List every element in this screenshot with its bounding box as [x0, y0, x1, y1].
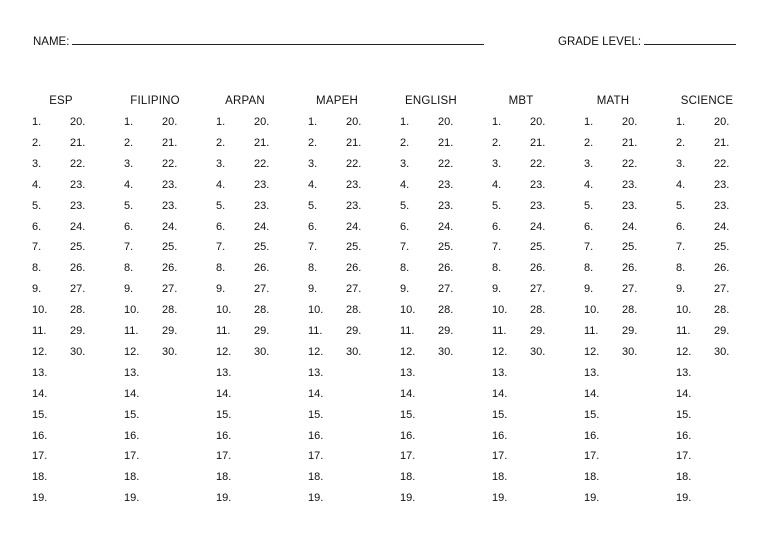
item-number: 6.: [124, 220, 134, 233]
item-number: 8.: [492, 262, 502, 275]
item-number: 12.: [216, 345, 232, 358]
subject-column: [400, 95, 492, 515]
item-number: 10.: [216, 304, 232, 317]
subject-title: ESP: [49, 95, 73, 107]
item-number: 7.: [124, 241, 134, 254]
item-number: 16.: [32, 429, 48, 442]
item-number: 20.: [622, 116, 638, 128]
item-number: 17.: [492, 450, 508, 463]
subject-column: [308, 95, 400, 515]
item-number: 18.: [124, 471, 140, 484]
item-number: 6.: [676, 220, 686, 233]
item-number: 15.: [308, 408, 324, 421]
item-number: 8.: [216, 262, 226, 275]
item-number: 4.: [584, 178, 594, 191]
item-number: 26.: [70, 262, 86, 275]
item-number: 6.: [584, 220, 594, 233]
item-number: 10.: [492, 304, 508, 317]
item-number: 11.: [32, 325, 47, 337]
item-number: 28.: [622, 304, 638, 317]
item-number: 30.: [346, 345, 362, 358]
item-number: 16.: [584, 429, 600, 442]
item-number: 4.: [308, 178, 318, 191]
item-number: 14.: [400, 387, 416, 400]
item-number: 27.: [346, 283, 362, 296]
item-number: 8.: [584, 262, 594, 275]
item-number: 8.: [676, 262, 686, 275]
item-number: 22.: [70, 157, 86, 170]
item-number: 19.: [124, 492, 140, 505]
item-number: 28.: [438, 304, 454, 317]
item-number: 21.: [714, 136, 730, 149]
item-number: 9.: [308, 283, 318, 296]
subject-title: MBT: [508, 95, 534, 107]
item-number: 8.: [124, 262, 134, 275]
item-number: 17.: [124, 450, 140, 463]
item-number: 28.: [346, 304, 362, 317]
item-number: 9.: [124, 283, 134, 296]
item-number: 29.: [254, 325, 270, 337]
item-number: 23.: [162, 178, 178, 191]
item-number: 14.: [308, 387, 324, 400]
item-number: 20.: [346, 116, 362, 128]
item-number: 27.: [622, 283, 638, 296]
item-number: 17.: [308, 450, 324, 463]
item-number: 17.: [32, 450, 48, 463]
item-number: 9.: [32, 283, 42, 296]
item-number: 25.: [70, 241, 86, 254]
item-number: 26.: [714, 262, 730, 275]
item-number: 22.: [162, 157, 178, 170]
item-number: 15.: [676, 408, 692, 421]
item-number: 21.: [254, 136, 270, 149]
item-number: 4.: [124, 178, 134, 191]
item-number: 25.: [714, 241, 730, 254]
item-number: 3.: [400, 157, 410, 170]
item-number: 21.: [346, 136, 362, 149]
item-number: 13.: [676, 366, 692, 379]
item-number: 24.: [70, 220, 86, 233]
item-number: 23.: [714, 199, 730, 212]
item-number: 14.: [676, 387, 692, 400]
item-number: 23.: [438, 199, 454, 212]
grade-level-field: [558, 32, 736, 48]
item-number: 5.: [400, 199, 410, 212]
item-number: 13.: [216, 366, 232, 379]
subject-title: SCIENCE: [680, 95, 734, 107]
item-number: 16.: [308, 429, 324, 442]
item-number: 22.: [346, 157, 362, 170]
subject-columns: [0, 95, 768, 515]
item-number: 19.: [32, 492, 48, 505]
item-number: 26.: [438, 262, 454, 275]
item-number: 7.: [492, 241, 502, 254]
item-number: 14.: [124, 387, 140, 400]
item-number: 10.: [32, 304, 48, 317]
item-number: 14.: [216, 387, 232, 400]
item-number: 11.: [308, 325, 323, 337]
item-number: 23.: [714, 178, 730, 191]
item-number: 16.: [676, 429, 692, 442]
item-number: 14.: [492, 387, 508, 400]
item-number: 12.: [676, 345, 692, 358]
item-number: 2.: [216, 136, 226, 149]
item-number: 13.: [400, 366, 416, 379]
item-number: 9.: [492, 283, 502, 296]
subject-column: [676, 95, 768, 515]
item-number: 27.: [70, 283, 86, 296]
item-number: 19.: [584, 492, 600, 505]
item-number: 12.: [400, 345, 416, 358]
item-number: 10.: [584, 304, 600, 317]
item-number: 10.: [400, 304, 416, 317]
item-number: 11.: [216, 325, 231, 337]
item-number: 6.: [308, 220, 318, 233]
item-number: 13.: [124, 366, 140, 379]
item-number: 13.: [308, 366, 324, 379]
name-label: NAME:: [33, 36, 70, 48]
subject-column: [584, 95, 676, 515]
item-number: 24.: [346, 220, 362, 233]
item-number: 16.: [216, 429, 232, 442]
item-number: 27.: [162, 283, 178, 296]
item-number: 20.: [162, 116, 178, 128]
item-number: 23.: [622, 178, 638, 191]
item-number: 4.: [492, 178, 502, 191]
item-number: 11.: [492, 325, 507, 337]
item-number: 2.: [124, 136, 134, 149]
item-number: 22.: [622, 157, 638, 170]
item-number: 12.: [32, 345, 48, 358]
item-number: 1.: [308, 116, 318, 128]
item-number: 26.: [346, 262, 362, 275]
item-number: 3.: [124, 157, 134, 170]
item-number: 2.: [32, 136, 42, 149]
item-number: 8.: [308, 262, 318, 275]
item-number: 21.: [530, 136, 546, 149]
item-number: 20.: [714, 116, 730, 128]
item-number: 27.: [714, 283, 730, 296]
item-number: 23.: [530, 178, 546, 191]
item-number: 2.: [308, 136, 318, 149]
item-number: 29.: [346, 325, 362, 337]
item-number: 24.: [254, 220, 270, 233]
item-number: 5.: [32, 199, 42, 212]
item-number: 23.: [346, 199, 362, 212]
item-number: 10.: [308, 304, 324, 317]
subject-column: [32, 95, 124, 515]
item-number: 27.: [438, 283, 454, 296]
item-number: 21.: [162, 136, 178, 149]
item-number: 27.: [254, 283, 270, 296]
item-number: 28.: [714, 304, 730, 317]
item-number: 5.: [584, 199, 594, 212]
item-number: 23.: [346, 178, 362, 191]
item-number: 8.: [400, 262, 410, 275]
item-number: 3.: [308, 157, 318, 170]
item-number: 20.: [254, 116, 270, 128]
item-number: 1.: [400, 116, 410, 128]
subject-title: MATH: [596, 95, 630, 107]
item-number: 19.: [216, 492, 232, 505]
item-number: 25.: [162, 241, 178, 254]
item-number: 1.: [32, 116, 42, 128]
item-number: 11.: [584, 325, 599, 337]
item-number: 26.: [530, 262, 546, 275]
item-number: 20.: [530, 116, 546, 128]
item-number: 6.: [492, 220, 502, 233]
item-number: 9.: [584, 283, 594, 296]
item-number: 24.: [622, 220, 638, 233]
item-number: 7.: [216, 241, 226, 254]
item-number: 7.: [32, 241, 42, 254]
item-number: 29.: [162, 325, 178, 337]
item-number: 3.: [584, 157, 594, 170]
item-number: 25.: [346, 241, 362, 254]
item-number: 6.: [216, 220, 226, 233]
item-number: 4.: [676, 178, 686, 191]
item-number: 5.: [308, 199, 318, 212]
item-number: 3.: [32, 157, 42, 170]
item-number: 14.: [584, 387, 600, 400]
item-number: 24.: [162, 220, 178, 233]
item-number: 17.: [584, 450, 600, 463]
item-number: 30.: [162, 345, 178, 358]
item-number: 23.: [530, 199, 546, 212]
item-number: 25.: [254, 241, 270, 254]
item-number: 2.: [584, 136, 594, 149]
item-number: 18.: [32, 471, 48, 484]
item-number: 12.: [492, 345, 508, 358]
item-number: 16.: [492, 429, 508, 442]
item-number: 9.: [400, 283, 410, 296]
grade-level-blank-line[interactable]: [644, 32, 736, 45]
item-number: 23.: [254, 199, 270, 212]
item-number: 19.: [676, 492, 692, 505]
item-number: 5.: [676, 199, 686, 212]
item-number: 4.: [216, 178, 226, 191]
item-number: 6.: [32, 220, 42, 233]
item-number: 1.: [492, 116, 502, 128]
item-number: 19.: [492, 492, 508, 505]
item-number: 8.: [32, 262, 42, 275]
item-number: 29.: [622, 325, 638, 337]
item-number: 7.: [400, 241, 410, 254]
item-number: 23.: [70, 178, 86, 191]
item-number: 24.: [714, 220, 730, 233]
item-number: 17.: [676, 450, 692, 463]
item-number: 18.: [216, 471, 232, 484]
item-number: 7.: [584, 241, 594, 254]
item-number: 1.: [676, 116, 686, 128]
item-number: 16.: [124, 429, 140, 442]
item-number: 30.: [438, 345, 454, 358]
item-number: 21.: [622, 136, 638, 149]
item-number: 26.: [254, 262, 270, 275]
subject-title: ARPAN: [225, 95, 265, 107]
item-number: 4.: [32, 178, 42, 191]
item-number: 25.: [622, 241, 638, 254]
subject-title: ENGLISH: [405, 95, 457, 107]
item-number: 21.: [70, 136, 86, 149]
item-number: 2.: [492, 136, 502, 149]
item-number: 23.: [70, 199, 86, 212]
subject-column: [216, 95, 308, 515]
item-number: 12.: [308, 345, 324, 358]
item-number: 28.: [162, 304, 178, 317]
item-number: 23.: [254, 178, 270, 191]
item-number: 5.: [492, 199, 502, 212]
item-number: 20.: [438, 116, 454, 128]
item-number: 27.: [530, 283, 546, 296]
item-number: 17.: [400, 450, 416, 463]
item-number: 22.: [530, 157, 546, 170]
item-number: 18.: [400, 471, 416, 484]
item-number: 30.: [254, 345, 270, 358]
item-number: 16.: [400, 429, 416, 442]
item-number: 15.: [400, 408, 416, 421]
item-number: 6.: [400, 220, 410, 233]
name-blank-line[interactable]: [72, 32, 484, 45]
item-number: 2.: [400, 136, 410, 149]
item-number: 15.: [124, 408, 140, 421]
item-number: 29.: [70, 325, 86, 337]
subject-column: [492, 95, 584, 515]
item-number: 24.: [530, 220, 546, 233]
subject-column: [124, 95, 216, 515]
item-number: 29.: [438, 325, 454, 337]
item-number: 30.: [70, 345, 86, 358]
item-number: 26.: [162, 262, 178, 275]
item-number: 29.: [714, 325, 730, 337]
item-number: 15.: [216, 408, 232, 421]
item-number: 11.: [124, 325, 139, 337]
item-number: 1.: [124, 116, 134, 128]
item-number: 23.: [162, 199, 178, 212]
item-number: 3.: [492, 157, 502, 170]
item-number: 18.: [308, 471, 324, 484]
item-number: 20.: [70, 116, 86, 128]
item-number: 30.: [530, 345, 546, 358]
item-number: 14.: [32, 387, 48, 400]
item-number: 15.: [584, 408, 600, 421]
item-number: 1.: [216, 116, 226, 128]
item-number: 28.: [254, 304, 270, 317]
item-number: 22.: [438, 157, 454, 170]
item-number: 12.: [584, 345, 600, 358]
item-number: 25.: [438, 241, 454, 254]
item-number: 24.: [438, 220, 454, 233]
item-number: 29.: [530, 325, 546, 337]
item-number: 12.: [124, 345, 140, 358]
grade-level-label: GRADE LEVEL:: [558, 36, 642, 48]
item-number: 13.: [32, 366, 48, 379]
item-number: 1.: [584, 116, 594, 128]
item-number: 2.: [676, 136, 686, 149]
item-number: 22.: [714, 157, 730, 170]
item-number: 15.: [492, 408, 508, 421]
item-number: 23.: [438, 178, 454, 191]
item-number: 4.: [400, 178, 410, 191]
item-number: 19.: [400, 492, 416, 505]
item-number: 3.: [216, 157, 226, 170]
item-number: 15.: [32, 408, 48, 421]
item-number: 19.: [308, 492, 324, 505]
item-number: 10.: [124, 304, 140, 317]
item-number: 5.: [216, 199, 226, 212]
subject-title: FILIPINO: [130, 95, 180, 107]
subject-title: MAPEH: [316, 95, 358, 107]
item-number: 17.: [216, 450, 232, 463]
item-number: 18.: [584, 471, 600, 484]
item-number: 7.: [308, 241, 318, 254]
item-number: 21.: [438, 136, 454, 149]
item-number: 30.: [622, 345, 638, 358]
item-number: 5.: [124, 199, 134, 212]
item-number: 22.: [254, 157, 270, 170]
item-number: 13.: [584, 366, 600, 379]
item-number: 30.: [714, 345, 730, 358]
item-number: 9.: [216, 283, 226, 296]
item-number: 9.: [676, 283, 686, 296]
item-number: 3.: [676, 157, 686, 170]
item-number: 18.: [492, 471, 508, 484]
item-number: 28.: [70, 304, 86, 317]
item-number: 10.: [676, 304, 692, 317]
item-number: 11.: [400, 325, 415, 337]
item-number: 28.: [530, 304, 546, 317]
item-number: 23.: [622, 199, 638, 212]
item-number: 13.: [492, 366, 508, 379]
item-number: 7.: [676, 241, 686, 254]
item-number: 25.: [530, 241, 546, 254]
item-number: 26.: [622, 262, 638, 275]
name-field: [33, 32, 484, 48]
item-number: 11.: [676, 325, 691, 337]
item-number: 18.: [676, 471, 692, 484]
